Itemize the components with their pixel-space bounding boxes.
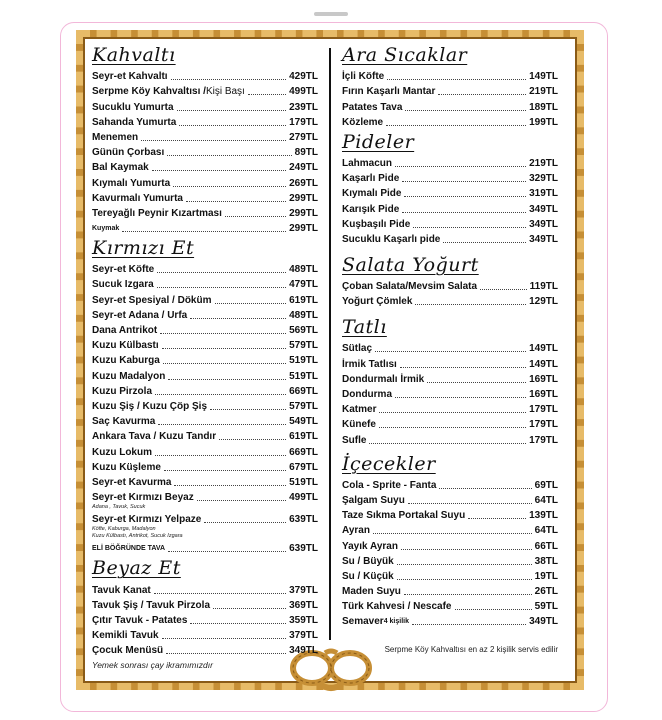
item-name: Kuzu Şiş / Kuzu Çöp Şiş: [92, 400, 208, 412]
menu-item[interactable]: [342, 553, 558, 568]
dot-leader: [186, 201, 286, 202]
section-beyaz-et: [92, 555, 318, 670]
menu-item[interactable]: [92, 144, 318, 159]
item-price: 299TL: [289, 223, 318, 235]
dot-leader: [213, 608, 286, 609]
pull-handle[interactable]: [314, 12, 348, 16]
dot-leader: [179, 125, 286, 126]
item-price: 489TL: [289, 264, 318, 276]
dot-leader: [225, 216, 286, 217]
dot-leader: [173, 186, 286, 187]
item-name: Közleme: [342, 116, 384, 128]
item-note: Kuzu Külbastı, Antrikot, Sucuk Izgara: [92, 533, 183, 540]
item-name: Sucuk Izgara: [92, 279, 154, 291]
menu-item[interactable]: [342, 68, 558, 83]
item-name: Günün Çorbası: [92, 147, 165, 159]
menu-item[interactable]: [92, 98, 318, 113]
dot-leader: [402, 181, 526, 182]
menu-item[interactable]: [92, 428, 318, 443]
menu-item[interactable]: [92, 642, 318, 657]
item-name: Şalgam Suyu: [342, 494, 405, 506]
item-name: Seyr-et Kırmızı Yelpaze: [92, 514, 202, 526]
menu-item[interactable]: [92, 220, 318, 235]
item-name: Su / Büyük: [342, 555, 394, 567]
item-name: Sahanda Yumurta: [92, 116, 177, 128]
item-price: 379TL: [289, 584, 318, 596]
item-note: Adana , Tavuk, Sucuk: [92, 504, 146, 511]
item-name: Seyr-et Köfte: [92, 264, 155, 276]
menu-item[interactable]: [92, 459, 318, 474]
menu-item[interactable]: [342, 431, 558, 446]
item-price: 199TL: [529, 116, 558, 128]
menu-item[interactable]: [342, 537, 558, 552]
menu-item[interactable]: [342, 355, 558, 370]
item-price: 519TL: [289, 370, 318, 382]
menu-item[interactable]: [342, 185, 558, 200]
menu-item[interactable]: [92, 627, 318, 642]
item-price: 66TL: [534, 540, 558, 552]
menu-item[interactable]: [342, 155, 558, 170]
dot-leader: [395, 166, 526, 167]
item-price: 279TL: [289, 131, 318, 143]
item-name: ELİ BÖĞRÜNDE TAVA: [92, 545, 166, 553]
menu-item[interactable]: [342, 278, 558, 293]
item-name: Yayık Ayran: [342, 540, 398, 552]
menu-item[interactable]: [92, 129, 318, 144]
dot-leader: [204, 522, 286, 523]
dot-leader: [171, 79, 287, 80]
item-price: 369TL: [289, 599, 318, 611]
menu-item[interactable]: [342, 401, 558, 416]
section-title: Kahvaltı: [92, 44, 176, 66]
item-price: 179TL: [529, 419, 558, 431]
menu-item[interactable]: [92, 489, 318, 504]
dot-leader: [373, 533, 532, 534]
item-price: 359TL: [289, 615, 318, 626]
item-name: Künefe: [342, 419, 376, 431]
item-name: Maden Suyu: [342, 586, 401, 598]
item-price: 579TL: [289, 340, 318, 352]
menu-item[interactable]: [92, 337, 318, 352]
item-name: Lahmacun: [342, 157, 393, 169]
item-price: 499TL: [289, 86, 318, 98]
menu-item[interactable]: [92, 159, 318, 174]
dot-leader: [219, 439, 286, 440]
item-price: 329TL: [529, 173, 558, 185]
menu-item[interactable]: [342, 507, 558, 522]
dot-leader: [404, 594, 532, 595]
item-name: Seyr-et Spesiyal / Döküm: [92, 294, 212, 306]
item-name: Kuzu Madalyon: [92, 370, 166, 382]
dot-leader: [167, 155, 291, 156]
dot-leader: [395, 397, 526, 398]
dot-leader: [166, 653, 286, 654]
item-name: Saç Kavurma: [92, 416, 156, 428]
menu-item[interactable]: [92, 581, 318, 596]
item-name: Tavuk Şiş / Tavuk Pirzola: [92, 599, 211, 611]
item-price: 169TL: [529, 389, 558, 400]
section-title: Pideler: [342, 130, 415, 153]
dot-leader: [215, 303, 287, 304]
menu-item[interactable]: [342, 613, 558, 628]
menu-item[interactable]: [342, 416, 558, 431]
menu-item[interactable]: [342, 371, 558, 386]
item-price: 349TL: [289, 645, 318, 657]
item-name: Semaver: [342, 616, 384, 628]
item-note: Köfte, Kaburga, Madalyon: [92, 526, 156, 533]
item-name: Taze Sıkma Portakal Suyu: [342, 510, 466, 522]
item-price: 489TL: [289, 309, 318, 321]
dot-leader: [152, 170, 286, 171]
item-name: İrmik Tatlısı: [342, 358, 397, 370]
menu-item[interactable]: [342, 477, 558, 492]
dot-leader: [404, 196, 526, 197]
item-name: Katmer: [342, 404, 377, 416]
section-pideler: [342, 129, 558, 246]
menu-item[interactable]: [342, 583, 558, 598]
item-price: 59TL: [534, 601, 558, 613]
dot-leader: [375, 351, 526, 352]
menu-item[interactable]: [342, 114, 558, 129]
item-price: 519TL: [289, 476, 318, 488]
item-name: Karışık Pide: [342, 203, 400, 215]
menu-item[interactable]: [92, 352, 318, 367]
menu-item[interactable]: [342, 492, 558, 507]
item-price: 519TL: [289, 355, 318, 367]
dot-leader: [157, 287, 286, 288]
item-price: 349TL: [529, 218, 558, 230]
item-name: Türk Kahvesi / Nescafe: [342, 601, 452, 613]
item-price: 579TL: [289, 400, 318, 412]
menu-item[interactable]: [92, 413, 318, 428]
section-icecekler: [342, 451, 558, 629]
dot-leader: [405, 110, 526, 111]
item-price: 179TL: [529, 434, 558, 446]
item-name: Kuymak: [92, 225, 120, 233]
item-name: Dondurma: [342, 389, 392, 400]
item-price: 189TL: [529, 101, 558, 113]
dot-leader: [379, 427, 526, 428]
dot-leader: [400, 367, 526, 368]
item-name: Kavurmalı Yumurta: [92, 192, 183, 204]
menu-item[interactable]: [92, 114, 318, 129]
item-price: 38TL: [534, 555, 558, 567]
item-price: 19TL: [534, 570, 558, 582]
menu-item[interactable]: [92, 174, 318, 189]
item-name: Menemen: [92, 131, 139, 143]
dot-leader: [162, 638, 287, 639]
item-name: Kıymalı Pide: [342, 188, 402, 200]
menu-item[interactable]: [92, 398, 318, 413]
item-name: Seyr-et Kahvaltı: [92, 71, 168, 83]
dot-leader: [154, 593, 286, 594]
menu-item[interactable]: [92, 205, 318, 220]
item-name: İçli Köfte: [342, 71, 385, 83]
item-price: 549TL: [289, 416, 318, 428]
item-name: Sütlaç: [342, 343, 373, 355]
menu-item[interactable]: [92, 307, 318, 322]
dot-leader: [415, 304, 526, 305]
section-title: Tatlı: [342, 316, 387, 339]
item-price: 349TL: [529, 616, 558, 628]
footnote-breakfast: Serpme Köy Kahvaltısı en az 2 kişilik servis edilir: [384, 645, 558, 654]
item-name: Serpme Köy Kahvaltısı /: [92, 86, 206, 98]
item-name: Dondurmalı İrmik: [342, 373, 425, 385]
dot-leader: [157, 272, 286, 273]
item-price: 319TL: [529, 188, 558, 200]
item-name: Ankara Tava / Kuzu Tandır: [92, 431, 217, 443]
item-price: 219TL: [529, 86, 558, 98]
item-name: Bal Kaymak: [92, 162, 149, 174]
dot-leader: [468, 518, 526, 519]
menu-item[interactable]: [92, 276, 318, 291]
item-price: 349TL: [529, 233, 558, 245]
item-price: 429TL: [289, 71, 318, 83]
menu-item[interactable]: [92, 511, 318, 526]
item-name: Kuzu Lokum: [92, 446, 152, 458]
dot-leader: [168, 379, 286, 380]
item-name: Sucuklu Yumurta: [92, 101, 174, 113]
menu-item[interactable]: [342, 98, 558, 113]
menu-item[interactable]: [342, 598, 558, 613]
item-price: 149TL: [529, 343, 558, 355]
item-price: 149TL: [529, 71, 558, 83]
item-price: 239TL: [289, 101, 318, 113]
item-name: Çocuk Menüsü: [92, 645, 164, 657]
item-name: Kıymalı Yumurta: [92, 177, 171, 189]
section-kahvalti: [92, 42, 318, 235]
item-name: Kuzu Kaburga: [92, 355, 160, 367]
item-price: 149TL: [529, 358, 558, 370]
item-price: 349TL: [529, 203, 558, 215]
menu-item[interactable]: [342, 386, 558, 401]
item-name: Su / Küçük: [342, 570, 394, 582]
item-name: Seyr-et Adana / Urfa: [92, 309, 188, 321]
dot-leader: [163, 363, 286, 364]
menu-item[interactable]: [342, 340, 558, 355]
item-name: Çoban Salata/Mevsim Salata: [342, 281, 478, 293]
menu-item[interactable]: [342, 83, 558, 98]
item-price: 619TL: [289, 294, 318, 306]
item-name: Kuşbaşılı Pide: [342, 218, 411, 230]
menu-item[interactable]: [92, 190, 318, 205]
menu-item[interactable]: [92, 367, 318, 382]
item-suffix: Kişi Başı: [205, 86, 245, 98]
dot-leader: [174, 485, 286, 486]
dot-leader: [210, 409, 286, 410]
item-name: Kemikli Tavuk: [92, 630, 159, 642]
item-name: Yoğurt Çömlek: [342, 296, 413, 308]
dot-leader: [408, 503, 532, 504]
item-price: 64TL: [534, 525, 558, 537]
item-name: Patates Tava: [342, 101, 403, 113]
dot-leader: [197, 500, 286, 501]
dot-leader: [397, 579, 532, 580]
footnote-tea: Yemek sonrası çay ikramımızdır: [92, 660, 213, 671]
dot-leader: [177, 110, 287, 111]
dot-leader: [160, 333, 286, 334]
menu-item[interactable]: [92, 83, 318, 98]
menu-item[interactable]: [342, 170, 558, 185]
menu-item[interactable]: [92, 261, 318, 276]
dot-leader: [158, 424, 286, 425]
section-title: Beyaz Et: [92, 557, 181, 580]
dot-leader: [190, 623, 286, 624]
item-price: 299TL: [289, 207, 318, 219]
item-price: 129TL: [529, 296, 558, 308]
item-suffix: 4 kişilik: [383, 618, 409, 626]
item-name: Tereyağlı Peynir Kızartması: [92, 207, 222, 219]
dot-leader: [379, 412, 526, 413]
item-name: Fırın Kaşarlı Mantar: [342, 86, 436, 98]
dot-leader: [397, 564, 532, 565]
item-price: 379TL: [289, 630, 318, 642]
menu-column-right: [342, 42, 558, 628]
dot-leader: [413, 227, 526, 228]
dot-leader: [455, 609, 532, 610]
menu-item[interactable]: [342, 231, 558, 246]
item-name: Dana Antrikot: [92, 325, 158, 336]
dot-leader: [439, 488, 531, 489]
dot-leader: [369, 443, 526, 444]
item-price: 499TL: [289, 492, 318, 504]
item-price: 679TL: [289, 461, 318, 473]
dot-leader: [412, 624, 526, 625]
item-price: 569TL: [289, 325, 318, 336]
item-name: Kaşarlı Pide: [342, 173, 400, 185]
item-price: 169TL: [529, 373, 558, 385]
dot-leader: [386, 125, 526, 126]
item-price: 179TL: [529, 404, 558, 416]
item-name: Ayran: [342, 525, 370, 537]
item-name: Kuzu Külbastı: [92, 340, 159, 352]
item-price: 89TL: [294, 147, 318, 159]
menu-item[interactable]: [92, 612, 318, 627]
dot-leader: [168, 551, 286, 552]
section-salata-yogurt: [342, 252, 558, 308]
item-price: 269TL: [289, 177, 318, 189]
item-name: Cola - Sprite - Fanta: [342, 479, 437, 491]
section-tatli: [342, 314, 558, 446]
section-ara-sicaklar: [342, 42, 558, 129]
item-price: 26TL: [534, 586, 558, 598]
dot-leader: [387, 79, 526, 80]
menu-item[interactable]: [92, 540, 318, 555]
item-price: 619TL: [289, 431, 318, 443]
item-price: 219TL: [529, 157, 558, 169]
menu-item[interactable]: [92, 383, 318, 398]
item-name: Kuzu Pirzola: [92, 385, 153, 397]
dot-leader: [248, 94, 286, 95]
dot-leader: [438, 94, 526, 95]
menu-item[interactable]: [92, 322, 318, 337]
section-title: Salata Yoğurt: [342, 253, 479, 276]
dot-leader: [443, 242, 526, 243]
item-price: 669TL: [289, 385, 318, 397]
dot-leader: [190, 318, 286, 319]
menu-item[interactable]: [342, 293, 558, 308]
section-title: Ara Sıcaklar: [342, 44, 468, 66]
item-price: 179TL: [289, 116, 318, 128]
dot-leader: [401, 549, 532, 550]
dot-leader: [402, 212, 526, 213]
item-price: 139TL: [529, 510, 558, 522]
item-price: 639TL: [289, 514, 318, 526]
item-name: Çıtır Tavuk - Patates: [92, 615, 188, 626]
dot-leader: [427, 382, 526, 383]
menu-item[interactable]: [92, 474, 318, 489]
column-divider: [329, 48, 331, 640]
menu-item[interactable]: [92, 443, 318, 458]
item-price: 249TL: [289, 162, 318, 174]
menu-item[interactable]: [342, 568, 558, 583]
item-price: 119TL: [529, 281, 558, 293]
dot-leader: [155, 455, 286, 456]
item-name: Kuzu Küşleme: [92, 461, 161, 473]
menu-item[interactable]: [342, 216, 558, 231]
item-name: Sufle: [342, 434, 367, 446]
menu-item[interactable]: [342, 522, 558, 537]
menu-item[interactable]: [92, 68, 318, 83]
section-title: Kırmızı Et: [92, 237, 195, 260]
dot-leader: [141, 140, 286, 141]
item-price: 669TL: [289, 446, 318, 458]
dot-leader: [162, 348, 286, 349]
dot-leader: [480, 289, 527, 290]
section-title: İçecekler: [342, 452, 436, 475]
item-price: 639TL: [289, 543, 318, 555]
dot-leader: [164, 470, 286, 471]
item-name: Sucuklu Kaşarlı pide: [342, 233, 441, 245]
item-price: 69TL: [534, 479, 558, 491]
menu-item[interactable]: [92, 291, 318, 306]
item-price: 64TL: [534, 494, 558, 506]
item-name: Seyr-et Kavurma: [92, 476, 172, 488]
item-name: Tavuk Kanat: [92, 584, 151, 596]
menu-column-left: [92, 42, 318, 670]
dot-leader: [122, 231, 286, 232]
dot-leader: [155, 394, 286, 395]
section-kirmizi-et: [92, 235, 318, 555]
menu-item[interactable]: [92, 597, 318, 612]
menu-item[interactable]: [342, 200, 558, 215]
item-name: Seyr-et Kırmızı Beyaz: [92, 492, 194, 504]
item-price: 299TL: [289, 192, 318, 204]
item-price: 479TL: [289, 279, 318, 291]
